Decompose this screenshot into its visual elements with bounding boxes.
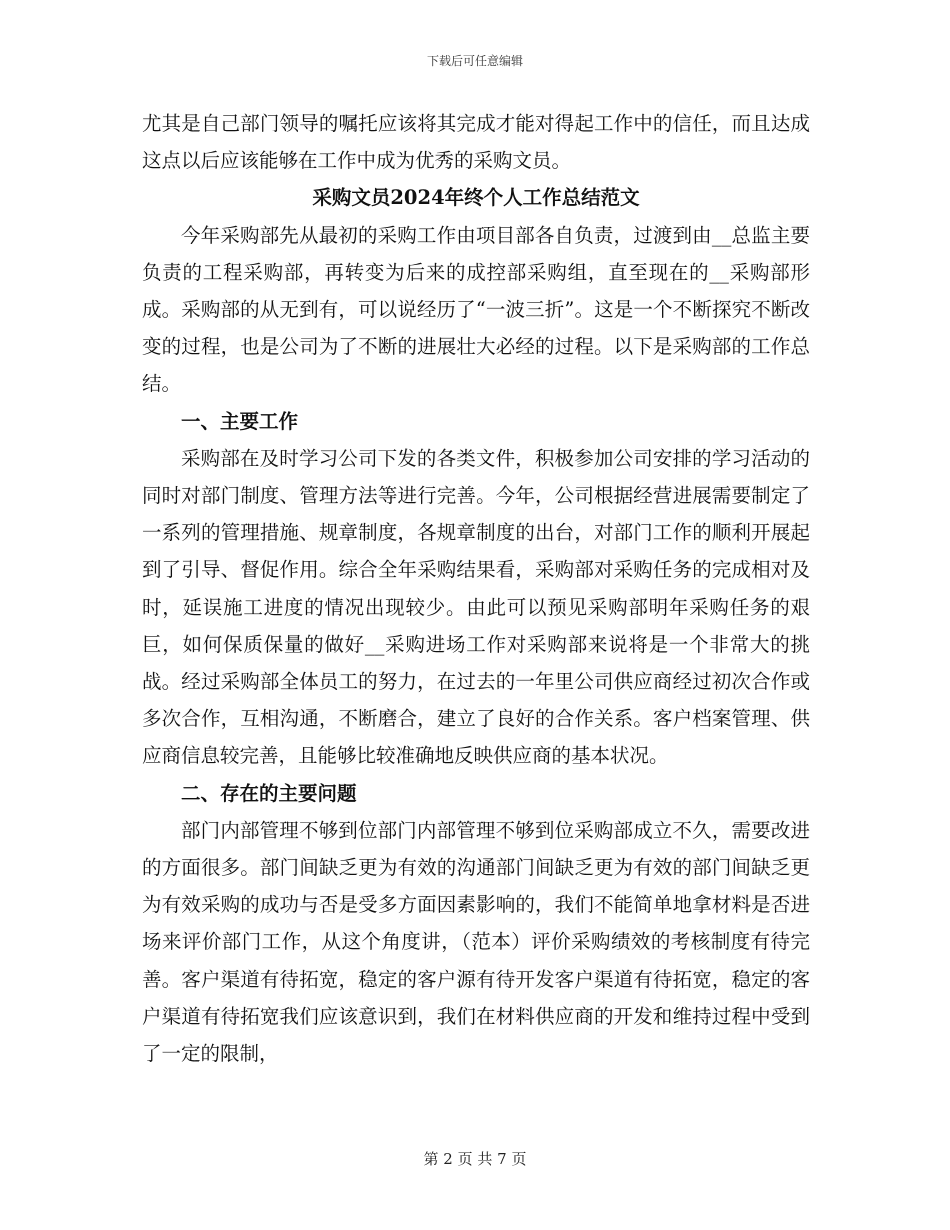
page-header: 下载后可任意编辑	[426, 54, 523, 68]
section-heading-problems: 二、存在的主要问题	[181, 781, 357, 805]
intro-paragraph: 尤其是自己部门领导的嘱托应该将其完成才能对得起工作中的信任，而且达成这点以后应该能够在工作中成为优秀的采购文员。	[142, 112, 810, 173]
document-title: 采购文员2024年终个人工作总结范文	[312, 186, 640, 210]
paragraph-overview: 今年采购部先从最初的采购工作由项目部各自负责，过渡到由__总监主要负责的工程采购部，再转变为后来的成控部采购组，直至现在的__采购部形成。采购部的从无到有，可以说经历了“一波三折”。这是一个不断探究不断改变的过程，也是公司为了不断的进展壮大必经的过程。以下是采购部的工作总结。	[142, 223, 810, 396]
section-heading-main-work: 一、主要工作	[181, 409, 299, 433]
page-number: 第 2 页 共 7 页	[423, 1150, 527, 1168]
paragraph-problems: 部门内部管理不够到位部门内部管理不够到位采购部成立不久，需要改进的方面很多。部门间缺乏更为有效的沟通部门间缺乏更为有效的部门间缺乏更为有效采购的成功与否是受多方面因素影响的，我们不能简单地拿材料是否进场来评价部门工作，从这个角度讲，（范本）评价采购绩效的考核制度有待完善。客户渠道有待拓宽，稳定的客户源有待开发客户渠道有待拓宽，稳定的客户渠道有待拓宽我们应该意识到，我们在材料供应商的开发和维持过程中受到了一定的限制，	[142, 818, 810, 1066]
paragraph-main-work: 采购部在及时学习公司下发的各类文件，积极参加公司安排的学习活动的同时对部门制度、管理方法等进行完善。今年，公司根据经营进展需要制定了一系列的管理措施、规章制度，各规章制度的出台，对部门工作的顺利开展起到了引导、督促作用。综合全年采购结果看，采购部对采购任务的完成相对及时，延误施工进度的情况出现较少。由此可以预见采购部明年采购任务的艰巨，如何保质保量的做好__采购进场工作对采购部来说将是一个非常大的挑战。经过采购部全体员工的努力，在过去的一年里公司供应商经过初次合作或多次合作，互相沟通，不断磨合，建立了良好的合作关系。客户档案管理、供应商信息较完善，且能够比较准确地反映供应商的基本状况。	[142, 446, 810, 768]
document-body	[142, 105, 810, 1072]
